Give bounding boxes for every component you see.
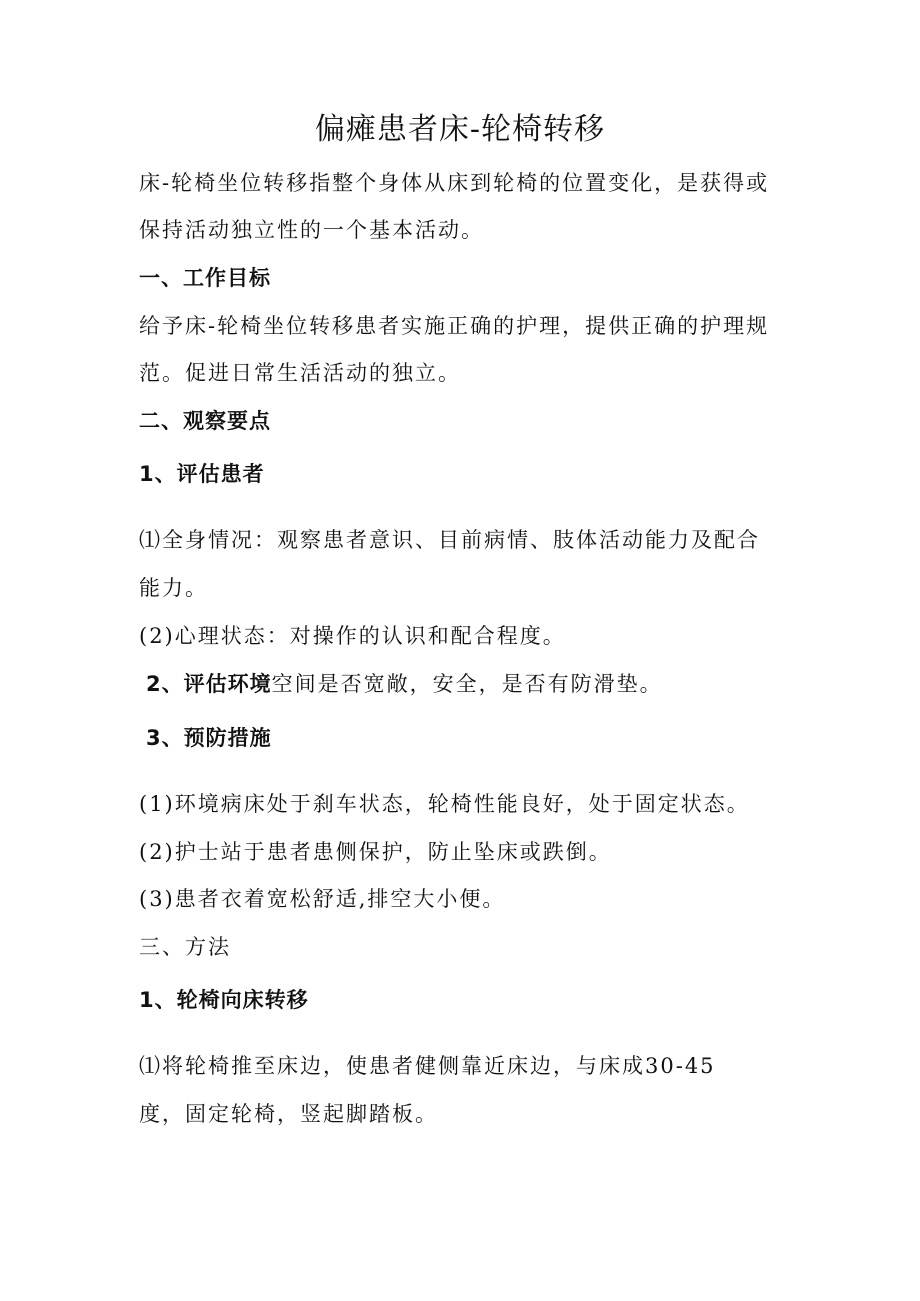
assess-item-1-line-1: ⑴全身情况：观察患者意识、目前病情、肢体活动能力及配合 [139, 528, 760, 552]
subheading-assess-environment: 2、评估环境 [146, 672, 272, 696]
intro-line-2: 保持活动独立性的一个基本活动。 [139, 218, 484, 242]
subheading-wheelchair-to-bed: 1、轮椅向床转移 [139, 988, 309, 1012]
subheading-prevention: 3、预防措施 [146, 726, 272, 750]
section-heading-method: 三、方法 [139, 935, 231, 959]
goal-line-2: 范。促进日常生活活动的独立。 [139, 361, 461, 385]
prevention-item-3: (3)患者衣着宽松舒适,排空大小便。 [139, 887, 506, 911]
document-title: 偏瘫患者床-轮椅转移 [314, 112, 606, 147]
assess-item-2: (2)心理状态：对操作的认识和配合程度。 [139, 624, 566, 648]
prevention-item-1: (1)环境病床处于刹车状态，轮椅性能良好，处于固定状态。 [139, 792, 750, 816]
section-heading-goal: 一、工作目标 [139, 266, 271, 290]
subheading-assess-patient: 1、评估患者 [139, 462, 265, 486]
assess-environment-text: 空间是否宽敞，安全，是否有防滑垫。 [271, 672, 663, 696]
section-heading-observation: 二、观察要点 [139, 409, 271, 433]
assess-environment-row [146, 670, 663, 698]
method-item-1-line-1: ⑴将轮椅推至床边，使患者健侧靠近床边，与床成30-45 [139, 1054, 716, 1078]
intro-line-1: 床-轮椅坐位转移指整个身体从床到轮椅的位置变化，是获得或 [139, 171, 770, 195]
method-item-1-line-2: 度，固定轮椅，竖起脚踏板。 [139, 1102, 438, 1126]
goal-line-1: 给予床-轮椅坐位转移患者实施正确的护理，提供正确的护理规 [139, 314, 770, 338]
assess-item-1-line-2: 能力。 [139, 576, 208, 600]
prevention-item-2: (2)护士站于患者患侧保护，防止坠床或跌倒。 [139, 840, 612, 864]
